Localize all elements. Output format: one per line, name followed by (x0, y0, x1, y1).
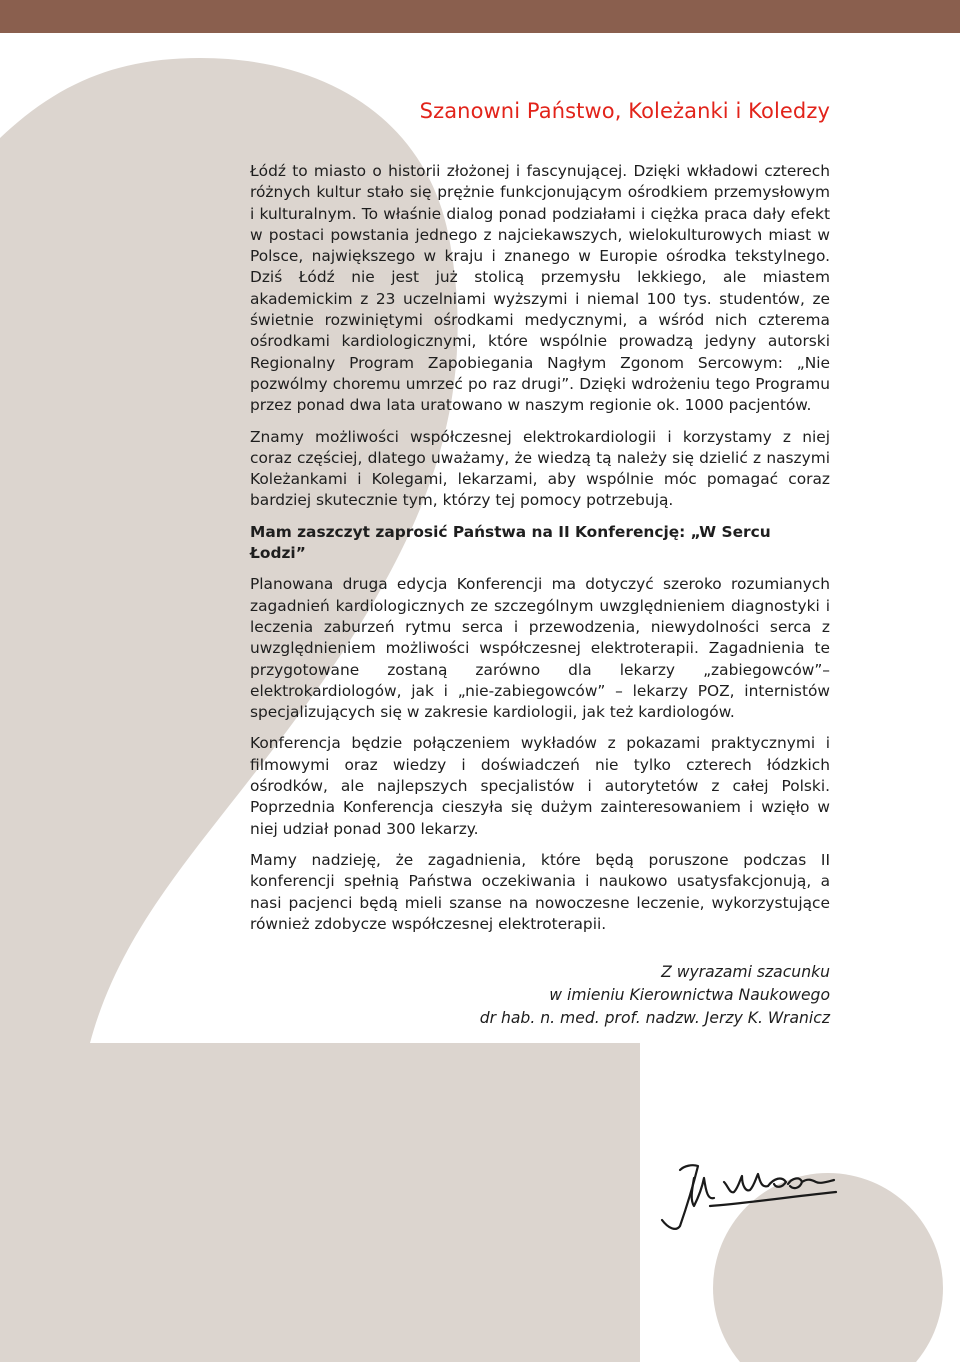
closing-greeting: Z wyrazami szacunku (661, 963, 830, 982)
closing-behalf: w imieniu Kierownictwa Naukowego (549, 986, 830, 1005)
top-color-band (0, 0, 960, 33)
closing-block (250, 961, 830, 1030)
letter-heading: Szanowni Państwo, Koleżanki i Koledzy (419, 99, 830, 123)
paragraph-knowledge: Znamy możliwości współczesnej elektrokardiologii i korzystamy z niej coraz częściej, dlatego uważamy, że wiedzą tą należy się dzielić z naszymi Koleżankami i Kolegami, lekarzami, aby wspólnie móc pomagać coraz bardziej skutecznie tym, którzy tej pomocy potrzebują. (250, 427, 830, 510)
paragraph-program: Planowana druga edycja Konferencji ma dotyczyć szeroko rozumianych zagadnień kardiologicznych ze szczególnym uwzględnieniem diagnostyki i leczenia zaburzeń rytmu serca i przewodzenia, niewydolności serca z uwzględnieniem możliwości współczesnej elektroterapii. Zagadnienia te przygotowane zostaną zarówno dla lekarzy „zabiegowców”– elektrokardiologów, jak i „nie-zabiegowców” – lekarzy POZ, internistów specjalizujących się w zakresie kardiologii, jak też kardiologów. (250, 575, 830, 722)
handwritten-signature-icon (650, 1148, 850, 1238)
letter-body (250, 96, 830, 1030)
paragraph-hope: Mamy nadzieję, że zagadnienia, które będą poruszone podczas II konferencji spełnią Państwa oczekiwania i naukowo usatysfakcjonują, a nasi pacjenci będą mieli szanse na nowoczesne leczenie, wykorzystujące również zdobycze współczesnej elektroterapii. (250, 850, 830, 933)
paragraph-format: Konferencja będzie połączeniem wykładów z pokazami praktycznymi i filmowymi oraz wiedzy i doświadczeń nie tylko czterech łódzkich ośrodków, ale najlepszych specjalistów i autorytetów z całej Polski. Poprzednia Konferencja cieszyła się dużym zainteresowaniem i wzięło w niej udział ponad 300 lekarzy. (250, 734, 830, 838)
paragraph-intro: Łódź to miasto o historii złożonej i fascynującej. Dzięki wkładowi czterech różnych kultur stało się prężnie funkcjonującym ośrodkiem przemysłowym i kulturalnym. To właśnie dialog ponad podziałami i ciężka praca dały efekt w postaci powstania jednego z najciekawszych, wielokulturowych miast w Polsce, największego w kraju i znanego w Europie ośrodka tekstylnego. Dziś Łódź nie jest już stolicą przemysłu lekkiego, ale miastem akademickim z 23 uczelniami wyższymi i niemal 100 tys. studentów, ze świetnie rozwiniętymi ośrodkami medycznymi, a wśród nich czterema ośrodkami kardiologicznymi, które wspólnie prowadzą jedyny autorski Regionalny Program Zapobiegania Nagłym Zgonom Sercowym: „Nie pozwólmy choremu umrzeć po raz drugi”. Dzięki wdrożeniu tego Programu przez ponad dwa lata uratowano w naszym regionie ok. 1000 pacjentów. (250, 162, 830, 415)
closing-author: dr hab. n. med. prof. nadzw. Jerzy K. Wranicz (479, 1009, 830, 1028)
paragraph-invitation: Mam zaszczyt zaprosić Państwa na II Konferencję: „W Sercu Łodzi” (250, 522, 771, 563)
